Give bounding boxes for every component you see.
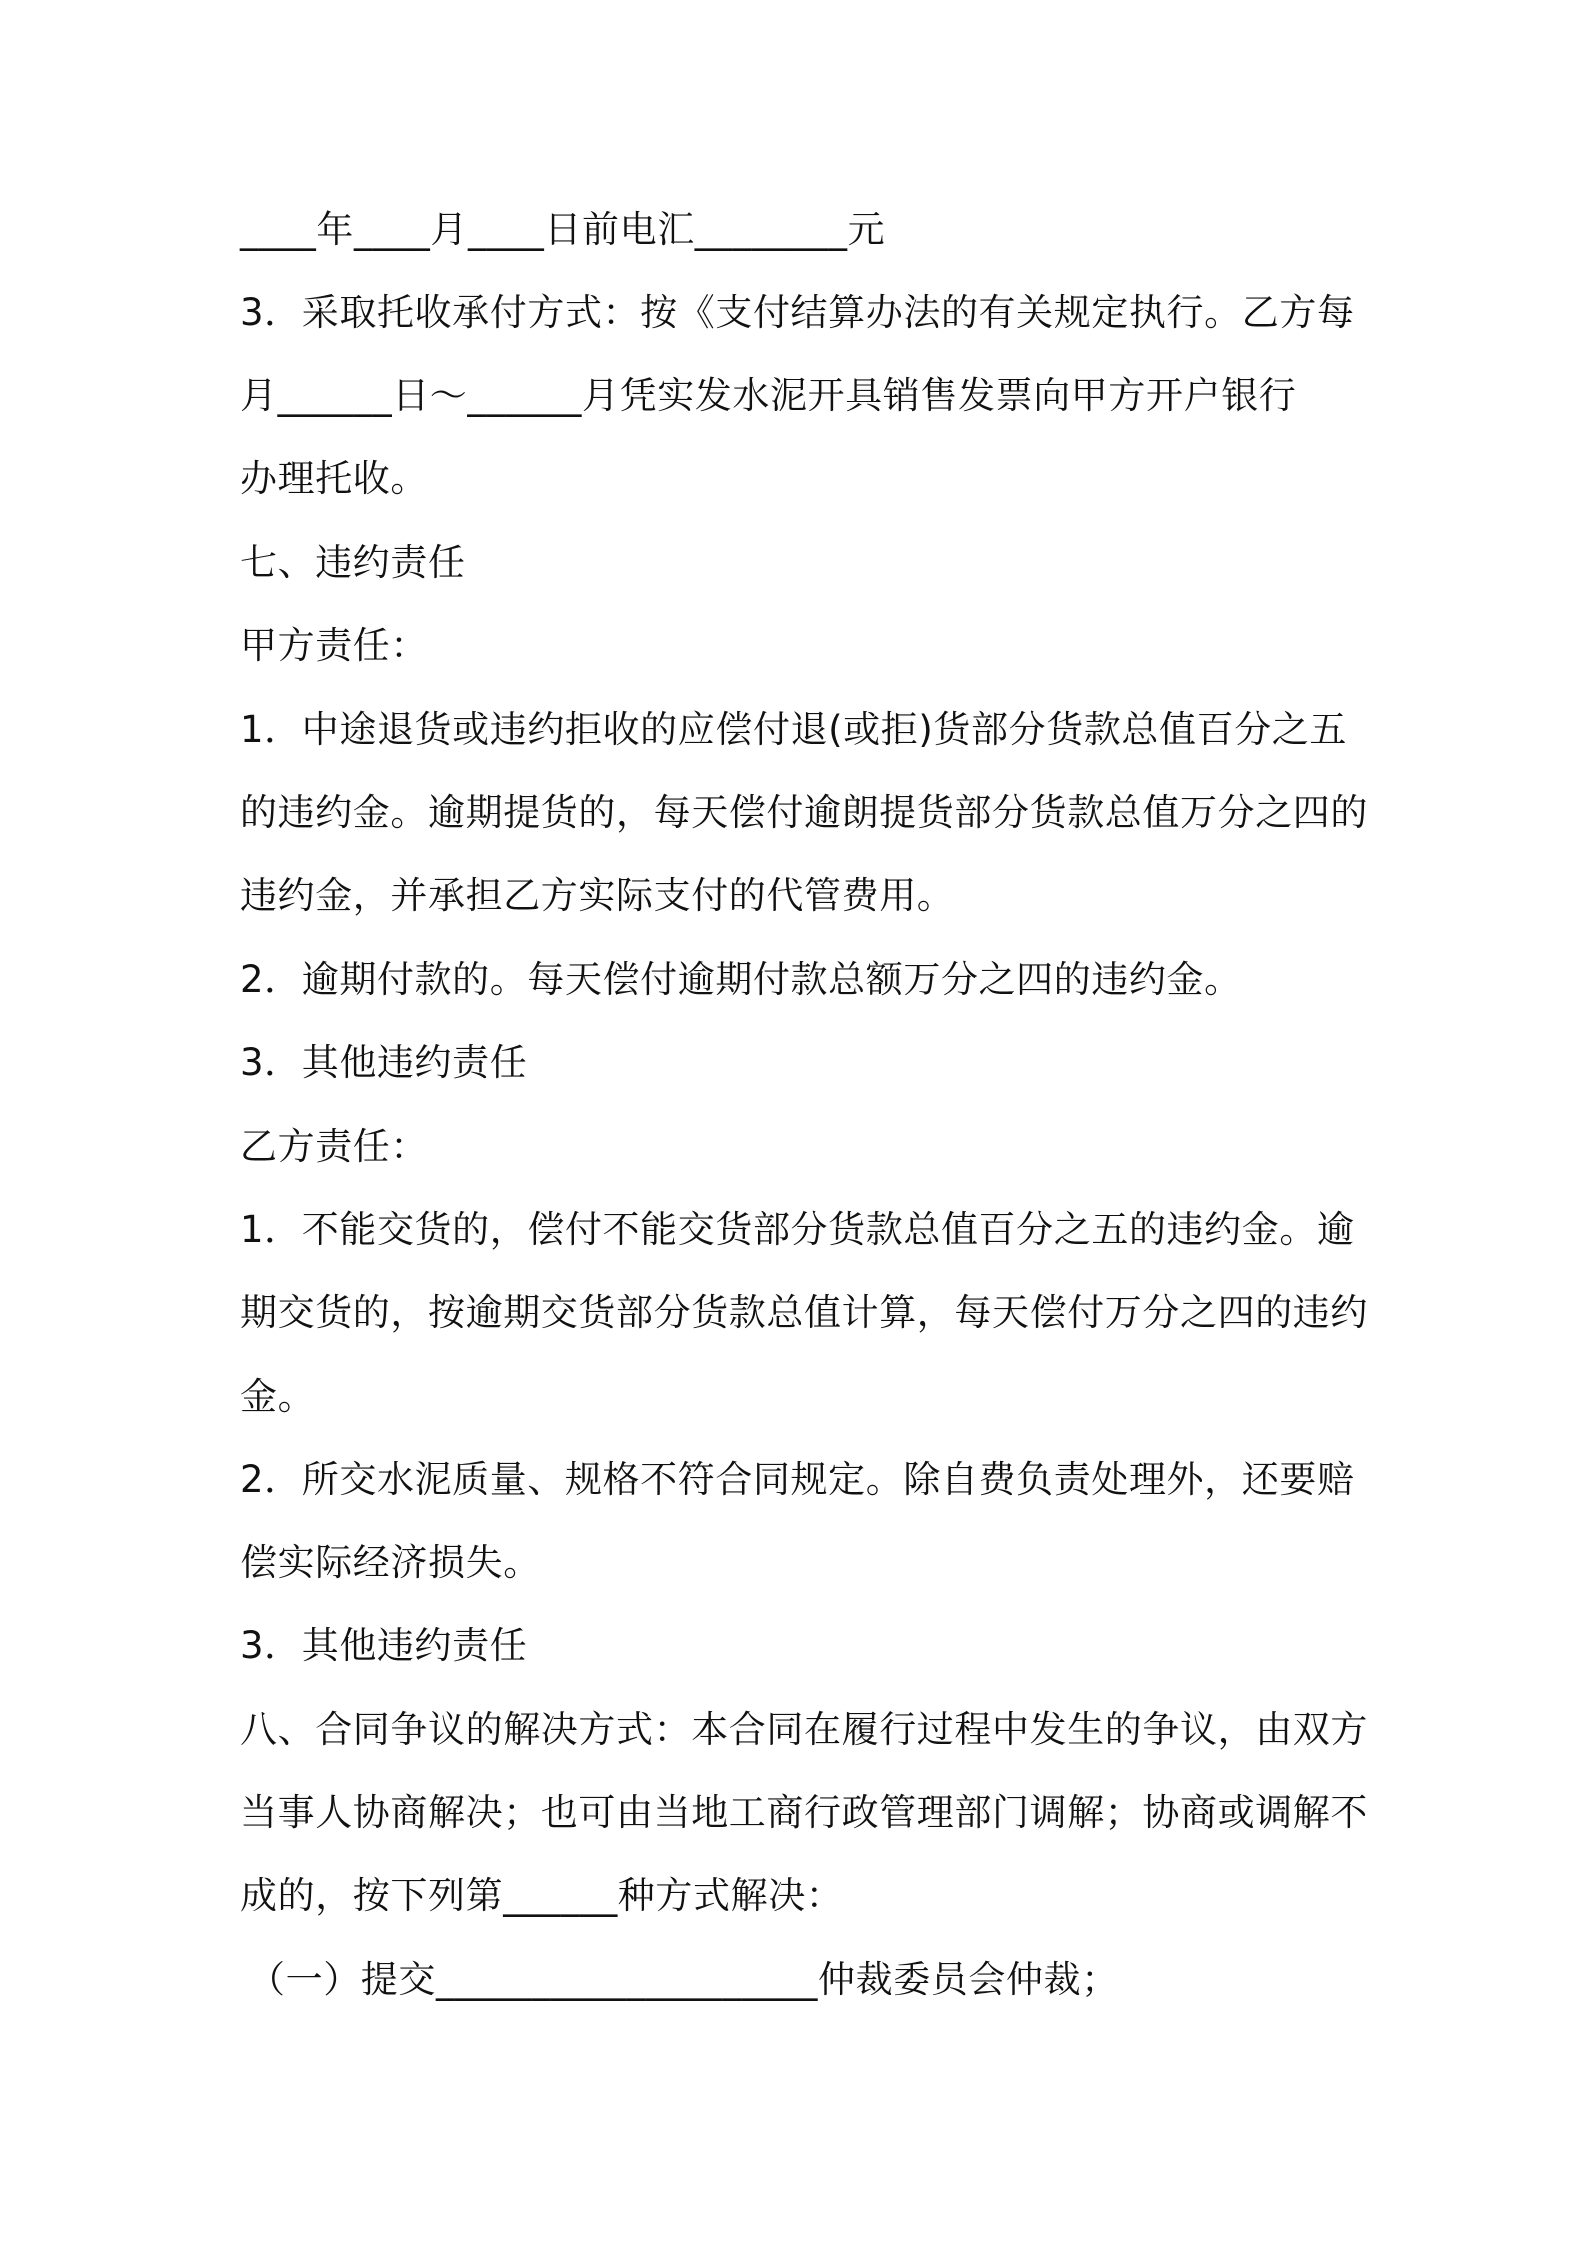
arbitration-option-1: （一）提交____________________仲裁委员会仲裁； xyxy=(248,1958,1119,2001)
party-a-clause-1-cont: 的违约金。逾期提货的，每天偿付逾朗提货部分货款总值万分之四的 xyxy=(240,791,1368,834)
party-b-clause-1-cont: 期交货的，按逾期交货部分货款总值计算，每天偿付万分之四的违约 xyxy=(240,1291,1368,1334)
dispute-resolution-clause-cont: 当事人协商解决；也可由当地工商行政管理部门调解；协商或调解不 xyxy=(240,1791,1368,1834)
party-a-clause-1: 1．中途退货或违约拒收的应偿付退(或拒)货部分货款总值百分之五 xyxy=(240,708,1348,751)
party-a-liability-heading: 甲方责任： xyxy=(240,624,428,667)
party-b-clause-2: 2．所交水泥质量、规格不符合同规定。除自费负责处理外，还要赔 xyxy=(240,1458,1355,1501)
section-heading-breach-liability: 七、违约责任 xyxy=(240,541,466,584)
party-b-clause-1: 1．不能交货的，偿付不能交货部分货款总值百分之五的违约金。逾 xyxy=(240,1208,1355,1251)
party-b-liability-heading: 乙方责任： xyxy=(240,1125,428,1168)
party-a-clause-2: 2．逾期付款的。每天偿付逾期付款总额万分之四的违约金。 xyxy=(240,958,1242,1001)
party-a-clause-3: 3．其他违约责任 xyxy=(240,1041,528,1084)
party-b-clause-3: 3．其他违约责任 xyxy=(240,1624,528,1667)
collection-method-clause-cont: 月______日～______月凭实发水泥开具销售发票向甲方开户银行 xyxy=(240,374,1297,417)
collection-method-clause-end: 办理托收。 xyxy=(240,457,428,500)
party-b-clause-2-end: 偿实际经济损失。 xyxy=(240,1541,541,1584)
party-b-clause-1-end: 金。 xyxy=(240,1375,316,1418)
dispute-resolution-clause-end: 成的，按下列第______种方式解决： xyxy=(240,1874,844,1917)
dispute-resolution-clause: 八、合同争议的解决方式：本合同在履行过程中发生的争议，由双方 xyxy=(240,1708,1368,1751)
payment-wire-date-line: ____年____月____日前电汇________元 xyxy=(240,208,886,251)
party-a-clause-1-end: 违约金，并承担乙方实际支付的代管费用。 xyxy=(240,874,955,917)
collection-method-clause: 3．采取托收承付方式：按《支付结算办法的有关规定执行。乙方每 xyxy=(240,291,1355,334)
